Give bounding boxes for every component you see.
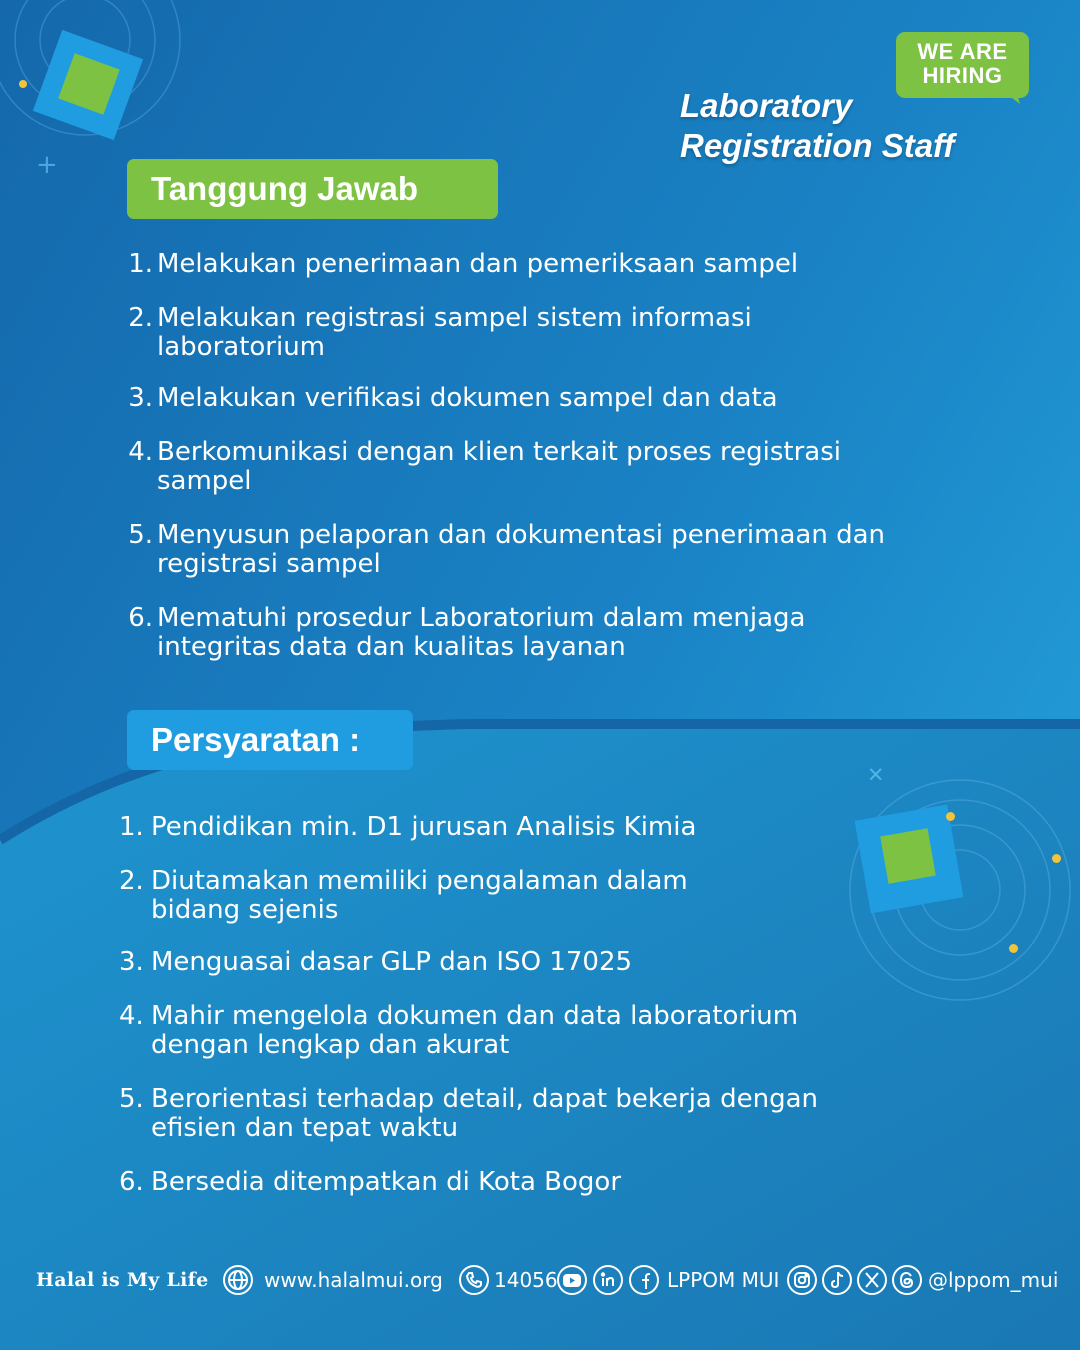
item-number: 4. [128,437,153,467]
item-text: Bersedia ditempatkan di Kota Bogor [151,1167,622,1197]
footer-tagline: Halal is My Life [36,1269,209,1291]
requirements-heading: Persyaratan : [127,710,413,770]
linkedin-icon[interactable] [592,1264,624,1296]
job-title-line: Registration Staff [680,127,955,164]
item-number: 5. [128,520,153,550]
footer-social-name[interactable]: LPPOM MUI [667,1268,780,1292]
item-number: 2. [119,866,144,896]
plus-icon: + [36,150,58,180]
decor-square-top-left [15,20,155,160]
tiktok-icon[interactable] [821,1264,853,1296]
item-number: 4. [119,1001,144,1031]
facebook-icon[interactable] [628,1264,660,1296]
x-icon[interactable] [856,1264,888,1296]
badge-line: WE ARE [917,39,1008,64]
youtube-icon[interactable] [556,1264,588,1296]
footer-website[interactable]: www.halalmui.org [264,1268,443,1292]
item-text: Melakukan verifikasi dokumen sampel dan data [157,383,778,413]
item-text: Melakukan registrasi sampel sistem informasi laboratorium [157,303,752,362]
phone-icon[interactable] [458,1264,490,1296]
item-text: Mematuhi prosedur Laboratorium dalam menjaga integritas data dan kualitas layanan [157,603,806,662]
plus-icon: + [859,756,894,792]
list-item [128,249,947,304]
list-item [128,520,947,604]
list-item [128,437,947,521]
dot-decor [946,812,955,821]
list-item [119,1001,941,1085]
globe-icon[interactable] [222,1264,254,1296]
item-text: Berkomunikasi dengan klien terkait proses registrasi sampel [157,437,841,496]
item-text: Melakukan penerimaan dan pemeriksaan sampel [157,249,799,279]
list-item [128,303,947,384]
responsibilities-list [128,249,947,664]
item-text: Berorientasi terhadap detail, dapat bekerja dengan efisien dan tepat waktu [151,1084,819,1143]
hiring-badge-text [896,40,1029,88]
item-text: Diutamakan memiliki pengalaman dalam bidang sejenis [151,866,688,925]
list-item [119,812,941,867]
job-title [680,86,954,166]
item-number: 6. [119,1167,144,1197]
job-title-line: Laboratory [680,87,853,124]
item-text: Mahir mengelola dokumen dan data laboratorium dengan lengkap dan akurat [151,1001,799,1060]
list-item [128,603,947,664]
item-number: 3. [128,383,153,413]
list-item [128,383,947,438]
list-item [119,947,941,1002]
item-text: Pendidikan min. D1 jurusan Analisis Kimia [151,812,697,842]
footer-phone[interactable]: 14056 [494,1268,558,1292]
dot-decor [1052,854,1061,863]
responsibilities-heading: Tanggung Jawab [127,159,498,219]
item-text: Menyusun pelaporan dan dokumentasi penerimaan dan registrasi sampel [157,520,885,579]
item-text: Menguasai dasar GLP dan ISO 17025 [151,947,633,977]
item-number: 1. [128,249,153,279]
dot-decor [1009,944,1018,953]
item-number: 5. [119,1084,144,1114]
requirements-list [119,812,941,1208]
badge-line: HIRING [922,63,1003,88]
instagram-icon[interactable] [786,1264,818,1296]
threads-icon[interactable] [891,1264,923,1296]
list-item [119,1167,941,1208]
footer [0,1262,1080,1302]
item-number: 3. [119,947,144,977]
item-number: 6. [128,603,153,633]
item-number: 1. [119,812,144,842]
footer-handle[interactable]: @lppom_mui [928,1268,1059,1292]
list-item [119,866,941,948]
list-item [119,1084,941,1168]
item-number: 2. [128,303,153,333]
